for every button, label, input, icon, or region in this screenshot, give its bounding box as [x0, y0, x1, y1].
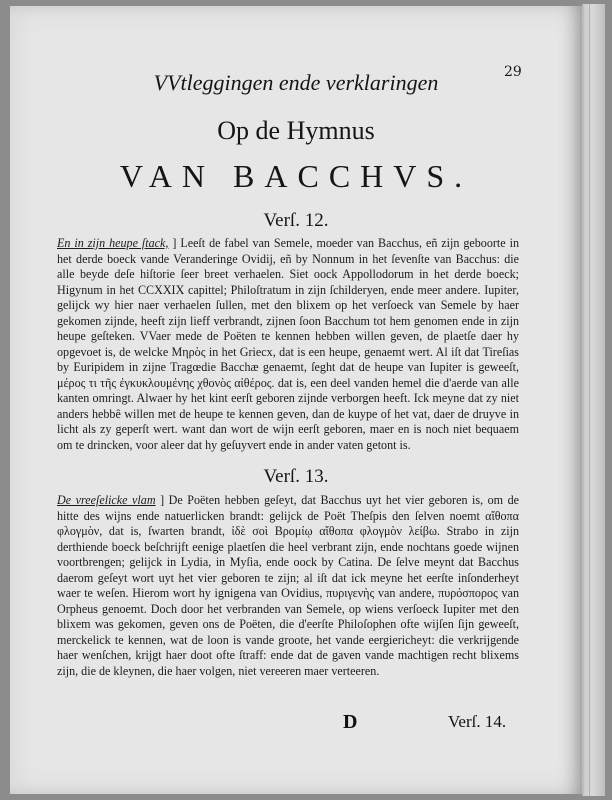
title-line-2: Op de Hymnus — [217, 116, 375, 145]
verse-heading-12: Verſ. 12. — [263, 210, 329, 231]
signature-mark: D — [343, 711, 358, 733]
page-edge — [582, 4, 605, 796]
verse-text-12 — [57, 236, 519, 453]
verse-text-13 — [57, 493, 519, 679]
catchword: Verſ. 14. — [448, 712, 507, 731]
verse-paragraph — [57, 236, 519, 453]
title-line-3: VAN BACCHVS. — [119, 158, 473, 194]
verse-body: ] De Poëten hebben geſeyt, dat Bacchus uyt het vier geboren is, om de hitte des wijns ende natuerlicken brandt: gelijck de Poët Theſpis den ſelven noemt αἴθοπα φλογμὸν, dat is, ſwarten brandt, ἰδὲ σοὶ Βρομίῳ αἴθοπα φλογμὸν λείβω. Strabo in zijn derthiende boeck beſchrijft eenige plaetſen die heel verbrant zijn, ende nochtans goede wijnen voortbrengen; gelijck in Lydia, in Myſia, ende oock by Catina. De ſelve meynt dat Bacchus daerom geſeyt wort uyt het vier geboren te zijn; al iſt dat ick meyne het eerſte inſonderheyt waer te weſen. Hierom wort hy ignigena van Ovidius, πυριγενὴς van andere, πυρόσπορος van Orpheus genoemt. Doch door het verbranden van Semele, op wiens verſoeck Iupiter met den blixem was gekomen, geven ons de Poëten, die d'eerſte Philoſophen ofte wijſen ſijn geweeſt, merckelick te kennen, wat de loon is vande groote, het vande eergiericheyt: die verkrijgende haer wenſchen, krijgt haer doot ofte ſtraff: ende dat de gaven vande machtigen recht blixems zijn, die de kleynen, die haer volgen, niet vereeren maer verteeren. — [57, 493, 519, 678]
book-page — [10, 6, 584, 794]
verse-heading-13: Verſ. 13. — [263, 466, 329, 487]
verse-body: ] Leeſt de fabel van Semele, moeder van Bacchus, eñ zijn geboorte in het derde boeck vande Veranderinge Ovidij, eñ by Nonnum in het ſevenſte van Bacchus: die alle beyde deſe hiſtorie ſeer breet verhaelen. Siet oock Appollodorum in het derde boeck; Higynum in het CCXXIX capittel; Philoſtratum in zijn ſchilderyen, ende meer andere. Iupiter, gelijck wy hier naer verhaelen ſullen, met den blixem op het verſoeck van Semele by haer gekomen zijnde, heeft zijn lieff verbrandt, zijnen ſoon Bacchum tot hem genomen ende in zijn heupe geſteken. VVaer mede de Poëten te kennen hebben willen geven, de plaetſe daer hy opgevoet is, de welcke Μηρὸς in het Griecx, dat is een heupe, genaemt wert. Al iſt dat Tireſias by Euripidem in zijne Tragœdie Bacchæ genaemt, ſeght dat de heupe van Iupiter is geweeſt, μέρος τι τῆς ἐγκυκλουμένης χθονὸς αἰθέρος. dat is, een deel vanden hemel die d'aerde van alle kanten omringt. Alwaer hy het kint eerſt geboren zijnde verborgen heeft. Ick meyne dat zy niet anders hebbê willen met de heupe te kennen geven, dan de kuype of het vat, daer de druyve in licht als zy geperſt wert. want dan wort de wijn eerſt geboren, maer en is noch niet bequaem om te drincken, voor aleer dat hy geſuyvert ende in ander vaten getont is. — [57, 236, 519, 452]
verse-lead-phrase: De vreeſelicke vlam — [57, 493, 156, 507]
verse-lead-phrase: En in zijn heupe ſtack, — [57, 236, 169, 250]
page-number: 29 — [504, 64, 522, 80]
verse-paragraph — [57, 493, 519, 679]
title-line-1: VVtleggingen ende verklaringen — [153, 70, 439, 95]
